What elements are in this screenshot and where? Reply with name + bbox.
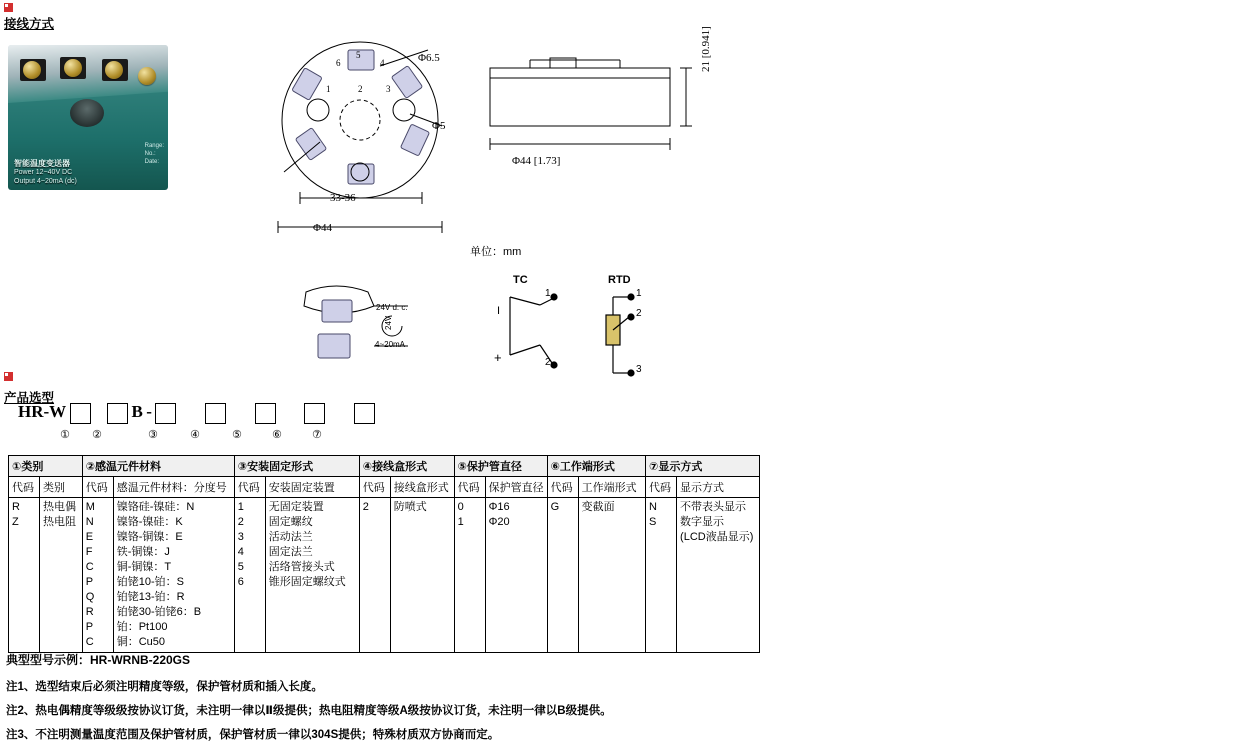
table-cell-code: R xyxy=(85,606,94,618)
table-cell-code: F xyxy=(85,546,93,558)
tc-pin-1: 1 xyxy=(545,288,551,299)
power-voltage-label: 24V xyxy=(384,315,393,330)
sub-value-3: 安装固定装置 xyxy=(265,477,359,498)
table-cell-value: 热电阻 xyxy=(43,516,76,528)
table-cell-value: 活动法兰 xyxy=(268,531,313,543)
model-circle-5: ⑤ xyxy=(232,429,242,441)
table-header-7: ⑦显示方式 xyxy=(646,456,760,477)
sub-value-6: 工作端形式 xyxy=(578,477,645,498)
photo-center-hole xyxy=(70,99,104,127)
table-cell-value: 铜-铜镍：T xyxy=(116,561,172,573)
sub-code-5: 代码 xyxy=(454,477,485,498)
photo-screw xyxy=(105,61,123,79)
table-cell-code: E xyxy=(85,531,94,543)
dim-d5: Φ5 xyxy=(432,120,446,132)
model-section-title: 产品选型 xyxy=(4,391,55,405)
photo-side-date: Date: xyxy=(144,159,159,165)
table-cell-code: S xyxy=(649,516,657,528)
tc-pin-2: 2 xyxy=(545,357,551,368)
photo-label xyxy=(14,159,77,186)
sub-value-2: 感温元件材料：分度号 xyxy=(113,477,234,498)
table-header-1: ①类别 xyxy=(9,456,83,477)
sub-value-5: 保护管直径 xyxy=(485,477,547,498)
model-circle-4: ④ xyxy=(190,429,200,441)
table-cell-code: R xyxy=(12,501,20,513)
svg-text:6: 6 xyxy=(336,58,341,68)
table-cell-value: 活络管接头式 xyxy=(268,561,335,573)
table-cell-code: 1 xyxy=(237,501,244,513)
photo-brand: 智能温度变送器 xyxy=(14,159,70,168)
table-cell-value: Φ20 xyxy=(488,516,510,528)
col1-codes xyxy=(9,498,40,653)
table-cell-value: 锥形固定螺纹式 xyxy=(268,576,346,588)
dim-height: 21 [0.941] xyxy=(700,26,712,72)
power-output-label: 4~20mA xyxy=(375,340,406,349)
table-cell-code: 4 xyxy=(237,546,244,558)
photo-side-range: Range: xyxy=(144,143,164,149)
photo-screw xyxy=(138,67,156,85)
model-circle-2: ② xyxy=(92,429,102,441)
sub-code-3: 代码 xyxy=(234,477,265,498)
table-cell-value: 不带表头显示 xyxy=(680,501,747,513)
table-cell-value: 固定法兰 xyxy=(268,546,313,558)
col2-codes xyxy=(82,498,113,653)
col7-codes xyxy=(646,498,677,653)
col6-values xyxy=(578,498,645,653)
table-cell-code: 2 xyxy=(362,501,369,513)
model-box-7[interactable] xyxy=(354,403,375,424)
table-cell-code: 1 xyxy=(457,516,464,528)
top-view-drawing xyxy=(260,22,490,252)
table-cell-value: 铂：Pt100 xyxy=(116,621,168,633)
table-header-5: ⑤保护管直径 xyxy=(454,456,547,477)
sub-code-2: 代码 xyxy=(82,477,113,498)
col5-codes xyxy=(454,498,485,653)
table-cell-value: Φ16 xyxy=(488,501,510,513)
table-cell-code: C xyxy=(85,561,94,573)
svg-text:4: 4 xyxy=(380,58,385,68)
unit-caption: 单位：mm xyxy=(470,246,522,258)
table-cell-code: 2 xyxy=(237,516,244,528)
model-box-2[interactable] xyxy=(107,403,128,424)
table-header-3: ③安装固定形式 xyxy=(234,456,359,477)
rtd-pin-3: 3 xyxy=(636,364,642,375)
svg-text:1: 1 xyxy=(326,84,331,94)
table-cell-value: 镍铬-铜镍：E xyxy=(116,531,183,543)
table-cell-code: Z xyxy=(12,516,19,528)
table-cell-code: N xyxy=(649,501,657,513)
col1-values xyxy=(40,498,83,653)
dim-d65: Φ6.5 xyxy=(418,52,440,64)
table-cell-value: 变截面 xyxy=(581,501,615,513)
sub-value-7: 显示方式 xyxy=(677,477,760,498)
model-letter-b: B xyxy=(131,402,143,421)
rtd-label: RTD xyxy=(608,274,631,286)
model-prefix: HR-W xyxy=(18,402,67,421)
table-cell-value: 无固定装置 xyxy=(268,501,324,513)
col4-values xyxy=(390,498,454,653)
svg-text:2: 2 xyxy=(358,84,363,94)
power-connection-drawing xyxy=(288,272,438,382)
table-cell-value: 铂铑13-铂：R xyxy=(116,591,185,603)
table-cell-value: 铁-铜镍：J xyxy=(116,546,170,558)
col2-values xyxy=(113,498,234,653)
table-cell-value: 镍铬硅-镍硅：N xyxy=(116,501,195,513)
col3-codes xyxy=(234,498,265,653)
sub-code-1: 代码 xyxy=(9,477,40,498)
model-circle-6: ⑥ xyxy=(272,429,282,441)
rtd-pin-1: 1 xyxy=(636,288,642,299)
tc-label: TC xyxy=(513,274,528,286)
photo-power-line: Power 12~40V DC xyxy=(14,169,73,176)
table-cell-value: 镍铬-镍硅：K xyxy=(116,516,183,528)
rtd-diagram xyxy=(595,275,715,385)
model-box-3[interactable] xyxy=(155,403,176,424)
note-3: 注3、不注明测量温度范围及保护管材质，保护管材质一律以304S提供；特殊材质双方协商而定。 xyxy=(6,729,500,741)
col3-values xyxy=(265,498,359,653)
sub-code-4: 代码 xyxy=(359,477,390,498)
table-cell-value: (LCD液晶显示) xyxy=(680,531,754,543)
table-header-6: ⑥工作端形式 xyxy=(547,456,645,477)
model-box-5[interactable] xyxy=(255,403,276,424)
sub-value-1: 类别 xyxy=(40,477,83,498)
sub-value-4: 接线盒形式 xyxy=(390,477,454,498)
sub-code-6: 代码 xyxy=(547,477,578,498)
model-circle-1: ① xyxy=(60,429,70,441)
table-cell-value: 铂铑10-铂：S xyxy=(116,576,184,588)
svg-text:5: 5 xyxy=(356,50,361,60)
table-cell-value: 数字显示 xyxy=(680,516,725,528)
model-circle-3: ③ xyxy=(148,429,158,441)
table-subheader-row xyxy=(9,477,760,498)
svg-text:3: 3 xyxy=(386,84,391,94)
broken-image-icon-top xyxy=(4,3,13,12)
table-cell-value: 防喷式 xyxy=(393,501,427,513)
photo-side-no: No.: xyxy=(144,151,156,157)
table-cell-code: Q xyxy=(85,591,95,603)
table-cell-value: 热电偶 xyxy=(43,501,76,513)
sub-code-7: 代码 xyxy=(646,477,677,498)
note-2: 注2、热电偶精度等级级按协议订货，未注明一律以Ⅱ级提供；热电阻精度等级A级按协议订货，未注明一律以B级提供。 xyxy=(6,705,612,717)
model-box-6[interactable] xyxy=(304,403,325,424)
product-photo xyxy=(8,45,168,190)
photo-terminal-row xyxy=(20,57,158,91)
table-cell-code: C xyxy=(85,636,94,648)
table-cell-code: 5 xyxy=(237,561,244,573)
model-box-1[interactable] xyxy=(70,403,91,424)
table-header-2: ②感温元件材料 xyxy=(82,456,234,477)
photo-output-line: Output 4~20mA (dc) xyxy=(14,178,77,185)
dim-3336: 33-36 xyxy=(330,192,356,204)
table-cell-code: P xyxy=(85,621,94,633)
dim-d44-inch: Φ44 [1.73] xyxy=(512,155,561,167)
model-dash: - xyxy=(146,402,152,421)
selection-table xyxy=(8,455,760,653)
wiring-section-title: 接线方式 xyxy=(4,17,55,31)
note-1: 注1、选型结束后必须注明精度等级，保护管材质和插入长度。 xyxy=(6,681,323,693)
photo-screw xyxy=(64,59,82,77)
col7-values xyxy=(677,498,760,653)
table-body-row xyxy=(9,498,760,653)
model-code-row xyxy=(18,402,375,448)
rtd-pin-2: 2 xyxy=(636,308,642,319)
model-circle-7: ⑦ xyxy=(312,429,322,441)
power-supply-label: 24V d. c. xyxy=(376,303,408,312)
table-header-4: ④接线盒形式 xyxy=(359,456,454,477)
table-cell-code: G xyxy=(550,501,560,513)
model-box-4[interactable] xyxy=(205,403,226,424)
tc-sign-plus: + xyxy=(494,350,502,365)
table-cell-value: 铂铑30-铂铑6：B xyxy=(116,606,202,618)
col5-values xyxy=(485,498,547,653)
table-cell-code xyxy=(649,530,673,545)
side-view-drawing xyxy=(470,40,720,190)
typical-model-example: 典型型号示例：HR-WRNB-220GS xyxy=(6,653,191,667)
col6-codes xyxy=(547,498,578,653)
dim-d44: Φ44 xyxy=(313,222,333,234)
table-cell-code: 3 xyxy=(237,531,244,543)
table-cell-value: 固定螺纹 xyxy=(268,516,313,528)
table-cell-code: N xyxy=(85,516,94,528)
photo-screw xyxy=(23,61,41,79)
photo-side-label xyxy=(145,142,164,166)
table-cell-code: 6 xyxy=(237,576,244,588)
col4-codes xyxy=(359,498,390,653)
tc-sign-minus: I xyxy=(497,305,501,317)
table-cell-code: P xyxy=(85,576,94,588)
table-cell-code: 0 xyxy=(457,501,464,513)
table-cell-value: 铜：Cu50 xyxy=(116,636,166,648)
broken-image-icon-model xyxy=(4,372,13,381)
table-cell-code: M xyxy=(85,501,95,513)
table-header-row xyxy=(9,456,760,477)
